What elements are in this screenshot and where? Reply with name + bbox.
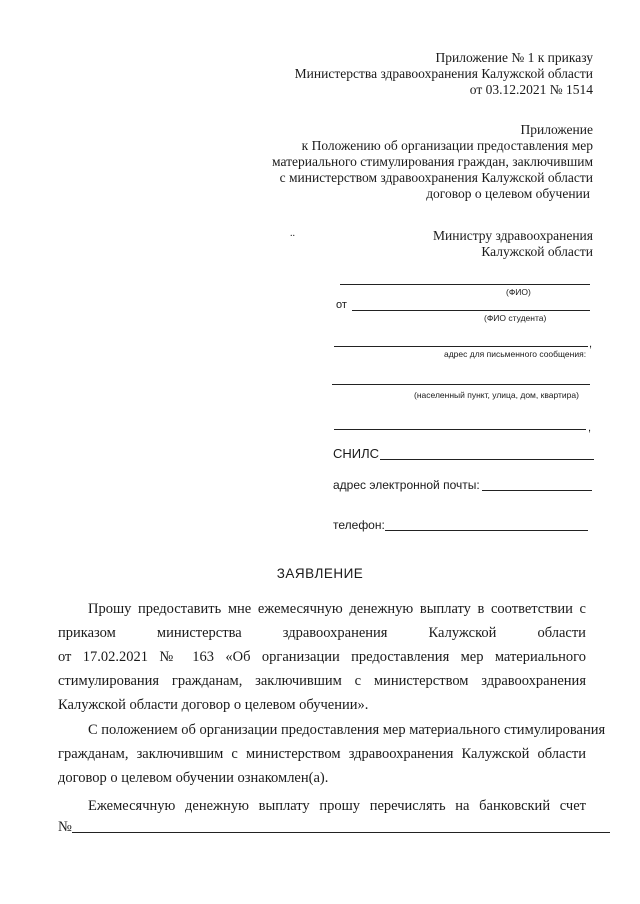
p3-line-1: Ежемесячную денежную выплату прошу перечислять на банковский счет — [88, 798, 586, 814]
p1-word-2: министерства — [156, 625, 242, 641]
appendix-2-line-5: договор о целевом обучении — [426, 186, 590, 201]
locality-line[interactable] — [332, 384, 590, 385]
addressee-line-2: Калужской области — [481, 244, 593, 259]
appendix-1-line-1: Приложение № 1 к приказу — [435, 50, 593, 65]
appendix-1-line-3: от 03.12.2021 № 1514 — [469, 82, 593, 97]
appendix-2-line-1: Приложение — [520, 122, 593, 137]
stray-dots: .. — [290, 228, 295, 239]
from-label: от — [336, 299, 347, 311]
addressee-line-1: Министру здравоохранения — [433, 228, 593, 243]
student-fio-caption: (ФИО студента) — [484, 313, 547, 323]
p2-line-2: гражданам, заключившим с министерством здравоохранения Калужской области — [58, 746, 586, 762]
snils-field[interactable] — [380, 459, 594, 460]
mail-address-caption: адрес для письменного сообщения: — [444, 349, 587, 359]
p2-line-3: договор о целевом обучении ознакомлен(а). — [58, 770, 329, 786]
p1-word-1: приказом — [58, 625, 116, 641]
p1-line-2 — [58, 624, 586, 642]
account-prefix: № — [58, 819, 72, 835]
document-title: ЗАЯВЛЕНИЕ — [276, 566, 364, 581]
mail-address-line[interactable] — [334, 346, 588, 347]
p1-word-4: Калужской — [428, 625, 497, 641]
extra-address-line[interactable] — [334, 429, 586, 430]
p1-line-3: от 17.02.2021 № 163 «Об организации предоставления мер материального — [58, 649, 586, 665]
comma-2: , — [588, 422, 592, 434]
fio-caption: (ФИО) — [506, 287, 531, 297]
p1-line-5: Калужской области договор о целевом обучении». — [58, 697, 369, 713]
appendix-1-line-2: Министерства здравоохранения Калужской области — [294, 66, 593, 81]
p1-line-4: стимулирования гражданам, заключившим с министерством здравоохранения — [58, 673, 586, 689]
bank-account-field[interactable] — [72, 832, 610, 833]
email-field[interactable] — [482, 490, 592, 491]
snils-label: СНИЛС — [333, 446, 380, 461]
appendix-2-line-3: материального стимулирования граждан, заключившим — [272, 154, 593, 169]
email-label: адрес электронной почты: — [333, 478, 480, 492]
p1-line-1: Прошу предоставить мне ежемесячную денежную выплату в соответствии с — [88, 601, 586, 617]
student-fio-line[interactable] — [352, 310, 590, 311]
p2-line-1: С положением об организации предоставления мер материального стимулирования — [88, 722, 606, 738]
appendix-2-line-4: с министерством здравоохранения Калужской области — [279, 170, 593, 185]
p1-word-5: области — [537, 625, 586, 641]
locality-caption: (населенный пункт, улица, дом, квартира) — [414, 390, 579, 400]
p1-word-3: здравоохранения — [282, 625, 388, 641]
phone-label: телефон: — [333, 518, 385, 532]
fio-line[interactable] — [340, 284, 590, 285]
phone-field[interactable] — [385, 530, 588, 531]
appendix-2-line-2: к Положению об организации предоставления мер — [301, 138, 593, 153]
comma-1: , — [589, 338, 593, 350]
